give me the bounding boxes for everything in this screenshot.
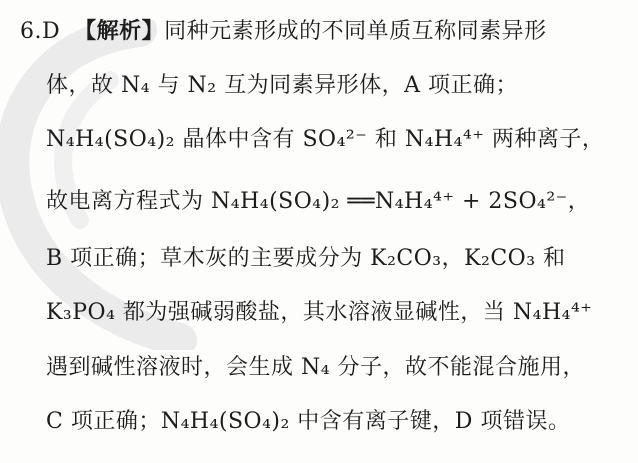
solution-line-6: K₃PO₄ 都为强碱弱酸盐，其水溶液显碱性，当 N₄H₄⁴⁺: [46, 300, 593, 325]
analysis-tag: 【解析】: [74, 19, 165, 44]
answer-letter: D: [42, 19, 61, 44]
solution-line-4: 故电离方程式为 N₄H₄(SO₄)₂ ══N₄H₄⁴⁺ + 2SO₄²⁻，: [46, 189, 591, 214]
solution-line-5: B 项正确；草木灰的主要成分为 K₂CO₃，K₂CO₃ 和: [46, 246, 566, 271]
solution-line-8: C 项正确；N₄H₄(SO₄)₂ 中含有离子键，D 项错误。: [46, 409, 571, 434]
solution-line-2: 体，故 N₄ 与 N₂ 互为同素异形体，A 项正确；: [46, 73, 518, 98]
question-number: 6.: [20, 19, 42, 44]
solution-line-7: 遇到碱性溶液时，会生成 N₄ 分子，故不能混合施用，: [46, 355, 586, 380]
solution-line-1: [20, 17, 547, 47]
solution-line-3: N₄H₄(SO₄)₂ 晶体中含有 SO₄²⁻ 和 N₄H₄⁴⁺ 两种离子，: [46, 127, 605, 152]
solution-text-1: 同种元素形成的不同单质互称同素异形: [164, 19, 547, 44]
